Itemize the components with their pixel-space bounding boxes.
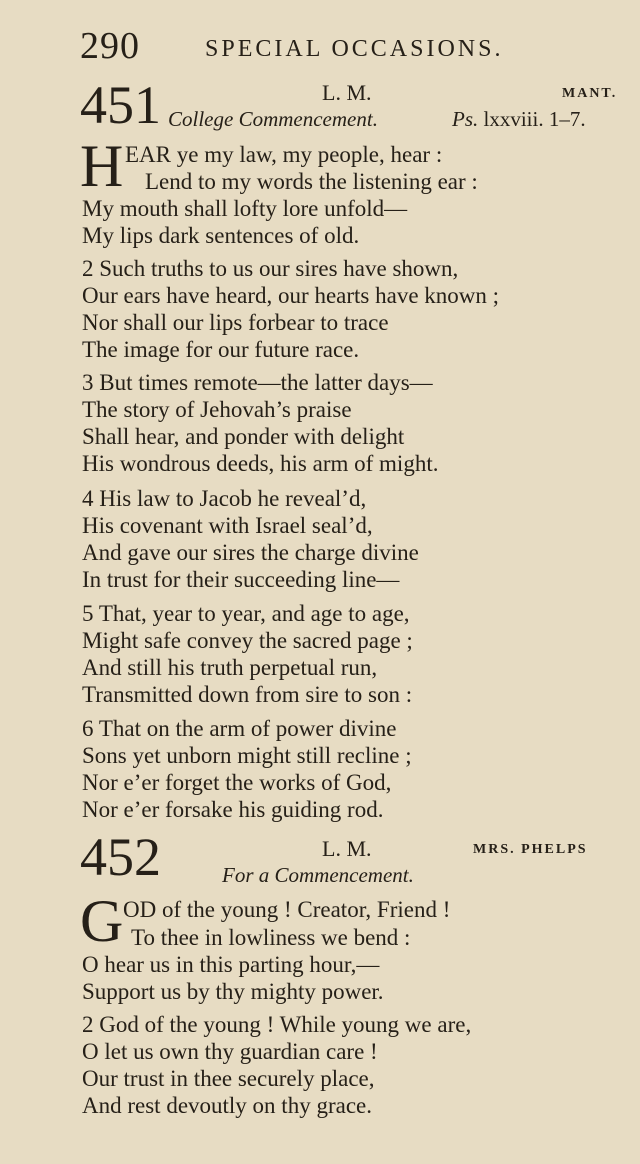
hymn-meter: L. M.: [322, 80, 372, 105]
hymn-occasion: College Commencement.: [168, 107, 378, 131]
page-number: 290: [80, 25, 140, 67]
verse-line: To thee in lowliness we bend :: [131, 925, 411, 950]
verse-line: Shall hear, and ponder with delight: [82, 424, 405, 449]
verse-line: Nor shall our lips forbear to trace: [82, 310, 389, 335]
hymn-meter: L. M.: [322, 836, 372, 861]
hymn-author: MANT.: [562, 86, 618, 101]
verse-line: Nor e’er forget the works of God,: [82, 770, 392, 795]
hymn-occasion: For a Commencement.: [222, 863, 414, 887]
verse-line: 2 God of the young ! While young we are,: [82, 1012, 472, 1037]
drop-cap-initial: H: [80, 133, 124, 199]
hymn-author: MRS. PHELPS: [473, 842, 588, 857]
verse-line: Sons yet unborn might still recline ;: [82, 743, 412, 768]
verse-line: 3 But times remote—the latter days—: [82, 370, 433, 395]
verse-line: OD of the young ! Creator, Friend !: [123, 897, 451, 922]
verse-line: Might safe convey the sacred page ;: [82, 628, 413, 653]
verse-line: And gave our sires the charge divine: [82, 540, 419, 565]
scripture-book: Ps.: [452, 107, 479, 131]
running-head: SPECIAL OCCASIONS.: [205, 36, 504, 62]
verse-line: And still his truth perpetual run,: [82, 655, 378, 680]
verse-line: 5 That, year to year, and age to age,: [82, 601, 410, 626]
verse-line: Lend to my words the listening ear :: [145, 169, 478, 194]
hymn-number: 451: [80, 75, 161, 135]
verse-line: His covenant with Israel seal’d,: [82, 513, 373, 538]
verse-line: EAR ye my law, my people, hear :: [125, 142, 443, 167]
verse-line: My lips dark sentences of old.: [82, 223, 360, 248]
verse-line: My mouth shall lofty lore unfold—: [82, 196, 408, 221]
hymn-scripture-ref: [452, 107, 586, 132]
verse-line: And rest devoutly on thy grace.: [82, 1093, 372, 1118]
verse-line: Nor e’er forsake his guiding rod.: [82, 797, 384, 822]
hymn-number: 452: [80, 827, 161, 887]
verse-line: Transmitted down from sire to son :: [82, 682, 413, 707]
verse-line: 4 His law to Jacob he reveal’d,: [82, 486, 367, 511]
verse-line: O hear us in this parting hour,—: [82, 952, 380, 977]
verse-line: The story of Jehovah’s praise: [82, 397, 352, 422]
verse-line: His wondrous deeds, his arm of might.: [82, 451, 439, 476]
verse-line: 2 Such truths to us our sires have shown,: [82, 256, 459, 281]
drop-cap-initial: G: [80, 888, 124, 954]
verse-line: Our ears have heard, our hearts have known ;: [82, 283, 500, 308]
verse-line: Our trust in thee securely place,: [82, 1066, 375, 1091]
verse-line: In trust for their succeeding line—: [82, 567, 400, 592]
scripture-range: lxxviii. 1–7.: [483, 107, 586, 131]
verse-line: 6 That on the arm of power divine: [82, 716, 397, 741]
verse-line: O let us own thy guardian care !: [82, 1039, 378, 1064]
verse-line: Support us by thy mighty power.: [82, 979, 384, 1004]
verse-line: The image for our future race.: [82, 337, 360, 362]
